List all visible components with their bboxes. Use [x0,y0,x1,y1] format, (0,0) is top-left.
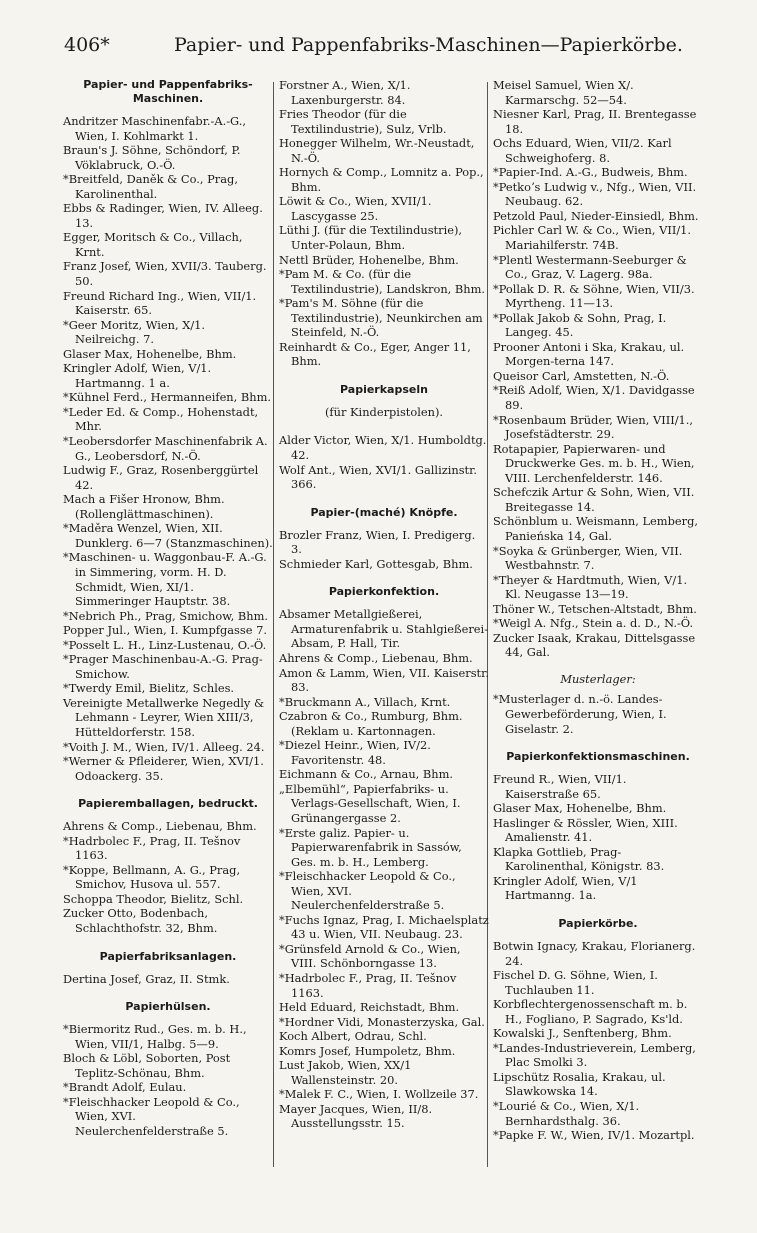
directory-entry: Pichler Carl W. & Co., Wien, VII/1. Mariahilferstr. 74B. [493,223,692,253]
directory-entry: *Hadrbolec F., Prag, II. Tešnov 1163. [279,970,457,1000]
directory-entry: Prooner Antoni i Ska, Krakau, ul. Morgen-terna 147. [493,339,685,369]
directory-entry: *Kühnel Ferd., Hermanneifen, Bhm. [63,390,272,405]
directory-entry: Braun's J. Söhne, Schöndorf, P. Vöklabruck, O.-Ö. [63,143,241,172]
directory-entry: Fries Theodor (für die Textilindustrie), Sulz, Vrlb. [279,107,447,136]
page-header [64,34,704,64]
directory-entry: Schoppa Theodor, Bielitz, Schl. [63,891,244,906]
directory-entry: *Maděra Wenzel, Wien, XII. Dunklerg. 6—7 (Stanzmaschinen). [63,521,273,550]
directory-entry: *Rosenbaum Brüder, Wien, VIII/1., Josefstädterstr. 29. [493,412,694,442]
directory-entry: Egger, Moritsch & Co., Villach, Krnt. [63,230,243,259]
directory-entry: *Soyka & Grünberger, Wien, VII. Westbahnstr. 7. [493,543,683,573]
directory-entry: Zucker Otto, Bodenbach, Schlachthofstr. 32, Bhm. [63,906,218,935]
directory-entry: *Maschinen- u. Waggonbau-F. A.-G. in Simmering, vorm. H. D. Schmidt, Wien, XI/1. Simmeringer Hauptstr. 38. [63,550,267,609]
directory-entry: Kringler Adolf, Wien, V/1 Hartmanng. 1a. [493,873,638,903]
directory-entry: *Pam M. & Co. (für die Textilindustrie), Landskron, Bhm. [279,267,486,296]
directory-entry: *Biermoritz Rud., Ges. m. b. H., Wien, VII/1, Halbg. 5—9. [63,1022,247,1051]
directory-entry: Czabron & Co., Rumburg, Bhm. (Reklam u. Kartonnagen. [279,709,463,738]
directory-entry: Zucker Isaak, Krakau, Dittelsgasse 44, Gal. [493,630,696,660]
page-number: 406* [64,34,110,56]
directory-entry: Vereinigte Metallwerke Negedly & Lehmann - Leyrer, Wien XIII/3, Hütteldorferstr. 158. [63,695,265,739]
directory-entry: Franz Josef, Wien, XVII/3. Tauberg. 50. [63,259,267,289]
directory-entry: Kringler Adolf, Wien, V/1. Hartmanng. 1 a. [63,361,212,390]
directory-entry: „Elbemühl“, Papierfabriks- u. Verlags-Gesellschaft, Wien, I. Grünangergasse 2. [279,781,461,825]
page-title: Papier- und Pappenfabriks-Maschinen—Papierkörbe. [174,34,683,56]
directory-entry: Held Eduard, Reichstadt, Bhm. [279,1000,460,1015]
directory-entry: *Pam's M. Söhne (für die Textilindustrie), Neunkirchen am Steinfeld, N.-Ö. [279,296,483,340]
directory-entry: Schefczik Artur & Sohn, Wien, VII. Breitegasse 14. [493,485,695,514]
directory-entry: Lust Jakob, Wien, XX/1 Wallensteinstr. 20. [279,1058,412,1087]
directory-entry: *Lourié & Co., Wien, X/1. Bernhardsthalg. 36. [493,1099,640,1128]
directory-entry: *Theyer & Hardtmuth, Wien, V/1. Kl. Neugasse 13—19. [493,572,688,602]
section-heading: Papier-(maché) Knöpfe. [310,505,458,519]
directory-entry: Wolf Ant., Wien, XVI/1. Gallizinstr. 366. [279,462,477,492]
directory-entry: Brozler Franz, Wien, I. Predigerg. 3. [279,527,476,557]
directory-entry: *Twerdy Emil, Bielitz, Schles. [63,681,235,696]
section-heading: Papierkapseln [340,382,428,396]
directory-entry: *Fleischhacker Leopold & Co., Wien, XVI. Neulerchenfelderstraße 5. [279,869,456,913]
directory-entry: *Breitfeld, Daněk & Co., Prag, Karolinenthal. [63,172,238,201]
directory-entry: Ebbs & Radinger, Wien, IV. Alleeg. 13. [63,201,263,230]
directory-entry: *Fleischhacker Leopold & Co., Wien, XVI. Neulerchenfelderstraße 5. [63,1094,240,1138]
directory-entry: Kowalski J., Senftenberg, Bhm. [493,1026,672,1041]
section-heading: Papierkörbe. [558,916,638,930]
directory-entry: Niesner Karl, Prag, II. Brentegasse 18. [493,107,697,136]
directory-entry: *Pollak D. R. & Söhne, Wien, VII/3. Myrtheng. 11—13. [493,281,695,311]
directory-entry: Koch Albert, Odrau, Schl. [279,1029,427,1044]
directory-entry: *Plentl Westermann-Seeburger & Co., Graz, V. Lagerg. 98a. [493,252,687,282]
directory-entry: *Brandt Adolf, Eulau. [63,1080,187,1095]
directory-entry: Ahrens & Comp., Liebenau, Bhm. [63,819,257,834]
directory-entry: Dertina Josef, Graz, II. Stmk. [63,971,230,986]
directory-entry: Forstner A., Wien, X/1. Laxenburgerstr. 84. [279,78,411,107]
directory-entry: Ochs Eduard, Wien, VII/2. Karl Schweighoferg. 8. [493,136,672,165]
column-left [63,78,273,1138]
directory-entry: *Leobersdorfer Maschinenfabrik A. G., Leobersdorf, N.-Ö. [63,434,268,463]
directory-entry: Honegger Wilhelm, Wr.-Neustadt, N.-Ö. [279,136,475,165]
directory-entry: Andritzer Maschinenfabr.-A.-G., Wien, I. Kohlmarkt 1. [63,114,246,143]
directory-entry: *Papier-Ind. A.-G., Budweis, Bhm. [493,165,688,180]
directory-entry: Lüthi J. (für die Textilindustrie), Unter-Polaun, Bhm. [279,223,463,253]
directory-entry: *Werner & Pfleiderer, Wien, XVI/1. Odoackerg. 35. [63,754,264,783]
directory-entry: *Hordner Vidi, Monasterzyska, Gal. [279,1014,485,1029]
directory-entry: Popper Jul., Wien, I. Kumpfgasse 7. [63,623,267,638]
directory-entry: Mayer Jacques, Wien, II/8. Ausstellungsstr. 15. [279,1101,433,1131]
directory-entry: *Geer Moritz, Wien, X/1. Neilreichg. 7. [63,317,206,347]
subsection-heading: Musterlager: [560,671,636,686]
directory-entry: Absamer Metallgießerei, Armaturenfabrik u. Stahlgießerei-Absam, P. Hall, Tir. [279,607,489,651]
directory-entry: Queisor Carl, Amstetten, N.-Ö. [493,368,670,383]
directory-entry: *Papke F. W., Wien, IV/1. Mozartpl. [493,1128,695,1143]
directory-entry: Amon & Lamm, Wien, VII. Kaiserstr. 83. [279,665,489,695]
directory-entry: Glaser Max, Hohenelbe, Bhm. [493,801,667,816]
directory-entry: Eichmann & Co., Arnau, Bhm. [279,767,454,782]
directory-entry: Meisel Samuel, Wien X/. Karmarschg. 52—54. [493,78,634,107]
directory-entry: *Erste galiz. Papier- u. Papierwarenfabrik in Sassów, Ges. m. b. H., Lemberg. [279,825,462,869]
directory-entry: *Reiß Adolf, Wien, X/1. Davidgasse 89. [493,383,695,413]
directory-entry: Nettl Brüder, Hohenelbe, Bhm. [279,252,459,267]
directory-entry: *Pollak Jakob & Sohn, Prag, I. Langeg. 45. [493,310,667,340]
directory-entry: Freund Richard Ing., Wien, VII/1. Kaiserstr. 65. [63,288,257,318]
directory-entry: Petzold Paul, Nieder-Einsiedl, Bhm. [493,208,699,223]
directory-entry: Löwit & Co., Wien, XVII/1. Lascygasse 25. [279,194,432,223]
section-heading: Papierhülsen. [125,1000,211,1014]
directory-entry: *Nebrich Ph., Prag, Smichow, Bhm. [63,608,269,623]
directory-entry: *Leder Ed. & Comp., Hohenstadt, Mhr. [63,404,259,434]
column-right [493,78,703,1143]
directory-entry: Ludwig F., Graz, Rosenberggürtel 42. [63,463,259,492]
directory-entry: Lipschütz Rosalia, Krakau, ul. Slawkowska 14. [493,1069,666,1099]
directory-entry: Glaser Max, Hohenelbe, Bhm. [63,346,237,361]
directory-entry: Bloch & Löbl, Soborten, Post Teplitz-Schönau, Bhm. [63,1051,231,1080]
directory-entry: *Bruckmann A., Villach, Krnt. [279,694,451,709]
directory-entry: *Diezel Heinr., Wien, IV/2. Favoritenstr. 48. [279,738,431,767]
directory-entry: *Weigl A. Nfg., Stein a. d. D., N.-Ö. [493,616,694,631]
directory-entry: *Koppe, Bellmann, A. G., Prag, Smichov, Husova ul. 557. [63,862,241,892]
directory-entry: *Fuchs Ignaz, Prag, I. Michaelsplatz 43 u. Wien, VII. Neubaug. 23. [279,912,489,942]
directory-entry: Alder Victor, Wien, X/1. Humboldtg. 42. [279,433,487,463]
directory-entry: Reinhardt & Co., Eger, Anger 11, Bhm. [279,339,471,369]
directory-entry: *Grünsfeld Arnold & Co., Wien, VIII. Schönborngasse 13. [279,941,461,971]
directory-entry: *Posselt L. H., Linz-Lustenau, O.-Ö. [63,637,267,652]
directory-entry: Mach a Fišer Hronow, Bhm. (Rollenglättmaschinen). [63,492,225,521]
directory-entry: *Hadrbolec F., Prag, II. Tešnov 1163. [63,833,241,863]
directory-entry: Rotapapier, Papierwaren- und Druckwerke Ges. m. b. H., Wien, VIII. Lerchenfelderstr. 146. [493,441,695,485]
directory-entry: *Landes-Industrieverein, Lemberg, Plac Smolki 3. [493,1040,696,1070]
directory-entry: *Petkoʼs Ludwig v., Nfg., Wien, VII. Neubaug. 62. [493,179,697,209]
section-heading: Papier- und Pappenfabriks-Maschinen. [83,78,253,105]
section-heading: Papierkonfektion. [328,585,440,599]
directory-entry: Komrs Josef, Humpoletz, Bhm. [279,1043,456,1058]
directory-entry: *Musterlager d. n.-ö. Landes-Gewerbeförderung, Wien, I. Giselastr. 2. [493,692,667,736]
directory-entry: Hornych & Comp., Lomnitz a. Pop., Bhm. [279,165,484,194]
directory-entry: Thöner W., Tetschen-Altstadt, Bhm. [493,601,697,616]
directory-entry: Freund R., Wien, VII/1. Kaiserstraße 65. [493,772,627,801]
directory-entry: *Malek F. C., Wien, I. Wollzeile 37. [279,1087,479,1102]
directory-entry: Ahrens & Comp., Liebenau, Bhm. [279,650,473,665]
directory-entry: Korbflechtergenossenschaft m. b. H., Fogliano, P. Sagrado, Ks'ld. [493,997,688,1026]
section-heading: Papieremballagen, bedruckt. [78,797,258,811]
column-middle [279,78,489,1131]
directory-entry: Botwin Ignacy, Krakau, Florianerg. 24. [493,938,696,968]
section-heading: Papierkonfektionsmaschinen. [506,750,690,764]
section-heading: Papierfabriksanlagen. [99,949,237,963]
directory-entry: Haslinger & Rössler, Wien, XIII. Amalienstr. 41. [493,815,678,845]
directory-entry: Klapka Gottlieb, Prag-Karolinenthal, Königstr. 83. [493,844,665,874]
directory-entry: *Prager Maschinenbau-A.-G. Prag-Smichow. [63,652,263,681]
directory-entry: *Voith J. M., Wien, IV/1. Alleeg. 24. [63,739,265,754]
directory-entry: Fischel D. G. Söhne, Wien, I. Tuchlauben 11. [493,968,658,997]
column-divider [273,82,274,1167]
section-subtitle: (für Kinderpistolen). [324,404,444,419]
directory-entry: Schönblum u. Weismann, Lemberg, Panieńska 14, Gal. [493,514,698,543]
directory-entry: Schmieder Karl, Gottesgab, Bhm. [279,556,473,571]
